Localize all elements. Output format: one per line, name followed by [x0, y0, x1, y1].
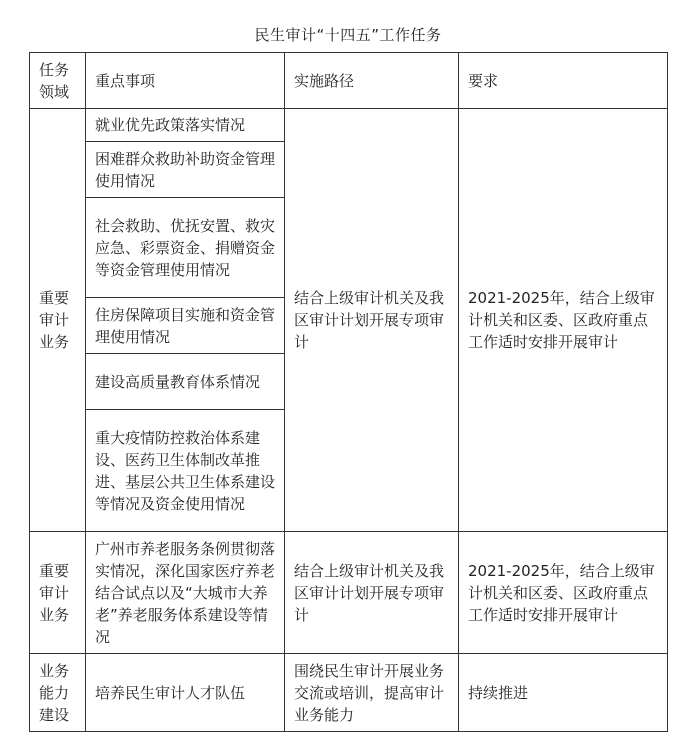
item-cell: 住房保障项目实施和资金管理使用情况 — [86, 298, 285, 354]
header-domain: 任务领域 — [30, 53, 86, 109]
requirements-cell: 持续推进 — [459, 654, 668, 732]
path-cell: 结合上级审计机关及我区审计计划开展专项审计 — [285, 532, 459, 654]
requirements-cell: 2021-2025年，结合上级审计机关和区委、区政府重点工作适时安排开展审计 — [459, 532, 668, 654]
item-cell: 困难群众救助补助资金管理使用情况 — [86, 142, 285, 198]
table-title: 民生审计“十四五”工作任务 — [254, 26, 442, 44]
domain-cell: 重要审计业务 — [30, 109, 86, 532]
header-path: 实施路径 — [285, 53, 459, 109]
item-cell: 培养民生审计人才队伍 — [86, 654, 285, 732]
table-header-row — [30, 53, 668, 109]
table-row — [30, 109, 668, 142]
path-cell: 围绕民生审计开展业务交流或培训，提高审计业务能力 — [285, 654, 459, 732]
requirements-cell: 2021-2025年，结合上级审计机关和区委、区政府重点工作适时安排开展审计 — [459, 109, 668, 532]
table-row — [30, 654, 668, 732]
header-requirements: 要求 — [459, 53, 668, 109]
item-cell: 重大疫情防控救治体系建设、医药卫生体制改革推进、基层公共卫生体系建设等情况及资金使用情况 — [86, 410, 285, 532]
tasks-table — [29, 52, 668, 732]
header-items: 重点事项 — [86, 53, 285, 109]
item-cell: 建设高质量教育体系情况 — [86, 354, 285, 410]
path-cell: 结合上级审计机关及我区审计计划开展专项审计 — [285, 109, 459, 532]
item-cell: 就业优先政策落实情况 — [86, 109, 285, 142]
item-cell: 社会救助、优抚安置、救灾应急、彩票资金、捐赠资金等资金管理使用情况 — [86, 198, 285, 298]
domain-cell: 业务能力建设 — [30, 654, 86, 732]
table-row — [30, 532, 668, 654]
domain-cell: 重要审计业务 — [30, 532, 86, 654]
item-cell: 广州市养老服务条例贯彻落实情况，深化国家医疗养老结合试点以及“大城市大养老”养老服务体系建设等情况 — [86, 532, 285, 654]
